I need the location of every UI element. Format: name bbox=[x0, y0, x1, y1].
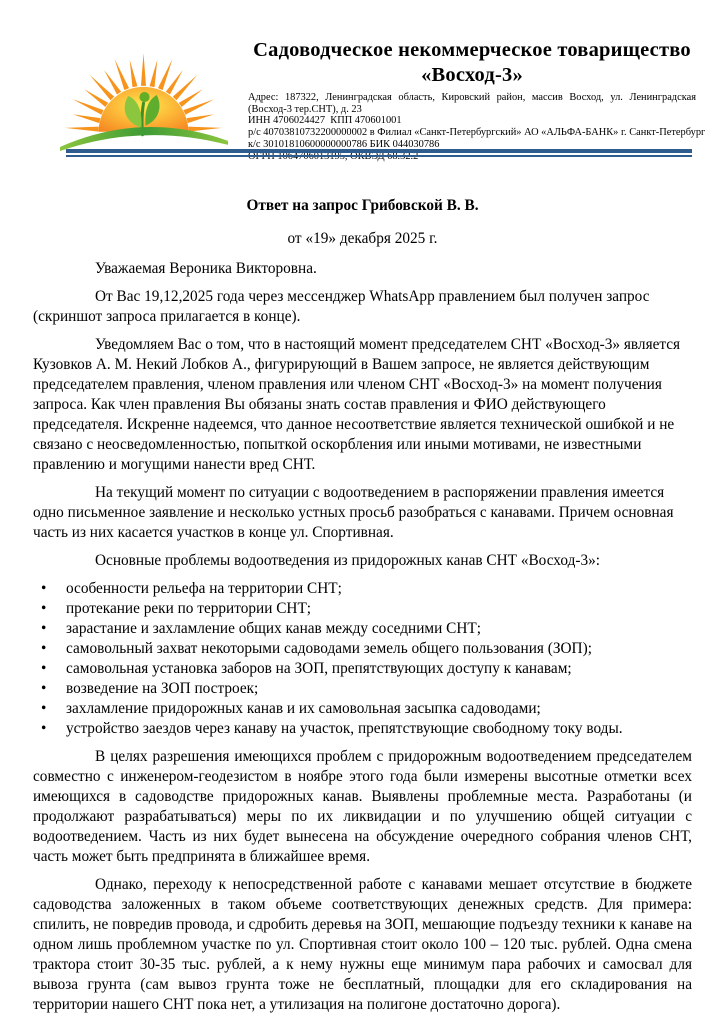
problems-list-item: • захламление придорожных канав и их самовольная засыпка садоводами; bbox=[66, 699, 692, 719]
letter-paragraph: В целях разрешения имеющихся проблем с придорожным водоотведением председателем совместно с инженером-геодезистом в ноябре этого года были измерены высотные отметки всех имеющихся в садоводстве придорожных канав. Выявлены проблемные места. Разработаны (и продолжают разрабатываться) меры по их ликвидации и по улучшению общей ситуации с водоотведением. Часть из них будет вынесена на обсуждение очередного собрания членов СНТ, часть может быть предпринята в ближайшее время. bbox=[33, 748, 692, 865]
sun-sprout-logo-icon bbox=[60, 32, 228, 154]
letter-paragraph: Однако, переходу к непосредственной работе с канавами мешает отсутствие в бюджете садоводства заложенных в таком объеме соответствующих денежных средств. Для примера: спилить, не повредив провода, и сдробить деревья на ЗОП, мешающие подъезду техники к канаве на одном лишь проблемном участке по ул. Спортивная стоит около 100 – 120 тыс. рублей. Одна смена трактора стоит 30-35 тыс. рублей, а к нему нужны еще минимум пара рабочих и самосвал для вывоза грунта (сам вывоз грунта тоже не бесплатный, площадки для его складирования на территории нашего СНТ пока нет, а утилизация на полигоне достаточно дорога). bbox=[33, 876, 692, 1013]
org-inn-kpp: ИНН 4706024427 КПП 470601001 bbox=[248, 115, 402, 127]
letter-salutation: Уважаемая Вероника Викторовна. bbox=[95, 260, 317, 277]
letter-paragraph: На текущий момент по ситуации с водоотведением в распоряжении правления имеется одно письменное заявление и несколько устных просьб разобраться с канавами. Причем основная часть из них касается участков в конце ул. Спортивная. bbox=[33, 484, 674, 541]
problems-intro: Основные проблемы водоотведения из придорожных канав СНТ «Восход-3»: bbox=[95, 552, 600, 569]
problems-list-item: • самовольная установка заборов на ЗОП, препятствующих доступу к канавам; bbox=[66, 659, 692, 679]
problems-list bbox=[33, 579, 692, 739]
letterhead-divider bbox=[66, 149, 692, 157]
org-address: Адрес: 187322, Ленинградская область, Кировский район, массив Восход, ул. Ленинградская (Восход-3 тер.СНТ), д. 23 bbox=[248, 92, 696, 115]
letter-body bbox=[33, 196, 692, 1023]
problems-list-item: • особенности рельефа на территории СНТ; bbox=[66, 579, 692, 599]
org-name-line2: «Восход-3» bbox=[421, 64, 523, 86]
problems-list-item: • устройство заездов через канаву на участок, препятствующие свободному току воды. bbox=[66, 719, 692, 739]
letter-paragraph: Уведомляем Вас о том, что в настоящий момент председателем СНТ «Восход-3» является Кузовков А. М. Некий Лобков А., фигурирующий в Вашем запросе, не является действующим председателем правления, членом правления или членом СНТ «Восход-3» на момент получения запроса. Как член правления Вы обязаны знать состав правления и ФИО действующего председателя. Искренне надеемся, что данное несоответствие является технической ошибкой и не связано с неосведомленностью, попыткой оскорбления или иными мотивами, не известными правлению и могущими нанести вред СНТ. bbox=[33, 336, 681, 473]
org-corr-account-bik: к/с 30101810600000000786 БИК 044030786 bbox=[248, 138, 440, 150]
problems-list-item: • протекание реки по территории СНТ; bbox=[66, 599, 692, 619]
letter-paragraph: От Вас 19,12,2025 года через мессенджер WhatsApp правлением был получен запрос (скриншот запроса прилагается в конце). bbox=[33, 288, 650, 325]
org-name-line1: Садоводческое некоммерческое товарищество bbox=[253, 39, 691, 61]
letter-subject: Ответ на запрос Грибовской В. В. bbox=[246, 197, 479, 214]
org-bank-account: р/с 40703810732200000002 в Филиал «Санкт-Петербургский» АО «АЛЬФА-БАНК» г. Санкт-Петербург bbox=[248, 127, 706, 139]
problems-list-item: • зарастание и захламление общих канав между соседними СНТ; bbox=[66, 619, 692, 639]
letter-date: от «19» декабря 2025 г. bbox=[287, 230, 438, 247]
org-ogrn-okved: ОГРН 1064706013195, ОКВЭД 68.32.2 bbox=[248, 150, 419, 162]
letterhead-text-block bbox=[248, 38, 706, 162]
problems-list-item: • самовольный захват некоторыми садоводами земель общего пользования (ЗОП); bbox=[66, 639, 692, 659]
problems-list-item: • возведение на ЗОП построек; bbox=[66, 679, 692, 699]
